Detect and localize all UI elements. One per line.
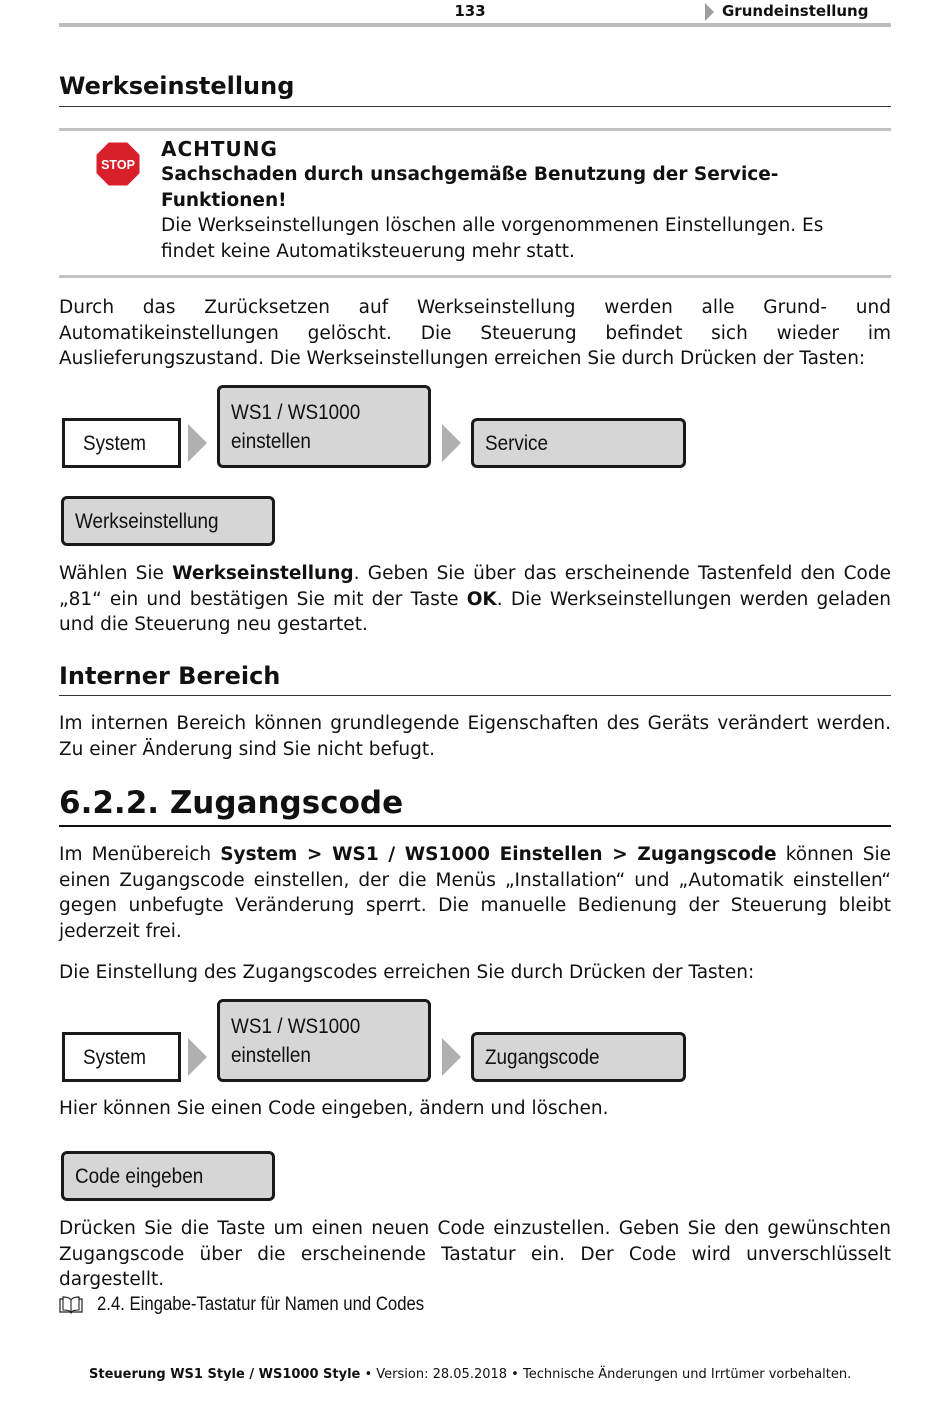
stop-sign-icon (95, 141, 141, 187)
ws-einstellen-button-label: WS1 / WS1000 einstellen (231, 1014, 361, 1067)
arrow-right-icon (188, 424, 207, 462)
ok-keyword: OK (466, 588, 497, 610)
cross-reference[interactable] (59, 1294, 469, 1316)
footer-version: • Version: 28.05.2018 • Technische Änderungen und Irrtümer vorbehalten. (360, 1367, 852, 1382)
heading-rule (59, 825, 891, 827)
arrow-right-icon (442, 1038, 461, 1076)
heading-werkseinstellung: Werkseinstellung (59, 72, 295, 100)
book-icon (59, 1296, 83, 1314)
cross-reference-label: 2.4. Eingabe-Tastatur für Namen und Codes (97, 1294, 425, 1315)
service-button[interactable] (471, 418, 686, 468)
interner-bereich-text: Im internen Bereich können grundlegende Eigenschaften des Geräts verändert werden. Zu einer Änderung sind Sie nicht befugt. (59, 713, 891, 760)
heading-zugangscode: 6.2.2. Zugangscode (59, 785, 404, 821)
page-number: 133 (454, 2, 486, 20)
ws-einstellen-button[interactable] (217, 999, 431, 1082)
warning-bottom-rule (59, 275, 891, 278)
header-rule (59, 23, 891, 27)
footer-product: Steuerung WS1 Style / WS1000 Style (89, 1367, 361, 1382)
heading-interner-bereich: Interner Bereich (59, 662, 281, 690)
werkseinstellung-instructions: Wählen Sie Werkseinstellung. Geben Sie über das erscheinende Tastenfeld den Code „81“ ein und bestätigen Sie mit der Taste OK. Die Werkseinstellungen werden geladen und die Steuerung neu gestartet. (59, 563, 891, 635)
zugangscode-button-label: Zugangscode (485, 1045, 600, 1069)
system-button[interactable] (62, 1032, 181, 1082)
zugangscode-button[interactable] (471, 1032, 686, 1082)
service-button-label: Service (485, 431, 549, 455)
warning-body: Die Werkseinstellungen löschen alle vorgenommenen Einstellungen. Es findet keine Automatiksteuerung mehr statt. (161, 215, 824, 262)
zugangscode-intro: Im Menübereich System > WS1 / WS1000 Einstellen > Zugangscode können Sie einen Zugangscode einstellen, der die Menüs „Installation“ und „Automatik einstellen“ gegen unbefugte Veränderung sperrt. Die manuelle Bedienung der Steuerung bleibt jederzeit frei. (59, 844, 891, 942)
system-button-label: System (83, 1045, 147, 1069)
system-button-label: System (83, 431, 147, 455)
warning-top-rule (59, 128, 891, 131)
heading-rule (59, 106, 891, 107)
ws-einstellen-button[interactable] (217, 385, 431, 468)
section-title: Grundeinstellung (722, 2, 869, 20)
arrow-right-icon (442, 424, 461, 462)
arrow-right-icon (188, 1038, 207, 1076)
warning-subtitle: Sachschaden durch unsachgemäße Benutzung der Service-Funktionen! (161, 164, 779, 211)
code-eingeben-text: Drücken Sie die Taste um einen neuen Code einzustellen. Geben Sie den gewünschten Zugangscode über die erscheinende Tastatur ein. Der Code wird unverschlüsselt dargestellt. (59, 1218, 891, 1290)
ws-einstellen-button-label: WS1 / WS1000 einstellen (231, 400, 361, 453)
werkseinstellung-intro: Durch das Zurücksetzen auf Werkseinstellung werden alle Grund- und Automatikeinstellungen gelöscht. Die Steuerung befindet sich wieder im Auslieferungszustand. Die Werkseinstellungen erreichen Sie durch Drücken der Tasten: (59, 297, 891, 369)
footer (89, 1367, 851, 1382)
section-arrow-icon (705, 3, 714, 21)
warning-title: ACHTUNG (161, 137, 278, 161)
code-eingeben-button-label: Code eingeben (75, 1164, 204, 1188)
werkseinstellung-button-label: Werkseinstellung (75, 509, 219, 533)
werkseinstellung-keyword: Werkseinstellung (172, 563, 354, 584)
zugangscode-edit-text: Hier können Sie einen Code eingeben, ändern und löschen. (59, 1098, 609, 1119)
code-eingeben-button[interactable] (61, 1151, 275, 1201)
heading-rule (59, 695, 891, 696)
stop-sign-label: STOP (101, 158, 135, 172)
zugangscode-keys-intro: Die Einstellung des Zugangscodes erreichen Sie durch Drücken der Tasten: (59, 962, 755, 983)
system-button[interactable] (62, 418, 181, 468)
werkseinstellung-button[interactable] (61, 496, 275, 546)
menu-path: System > WS1 / WS1000 Einstellen > Zugangscode (220, 844, 777, 865)
